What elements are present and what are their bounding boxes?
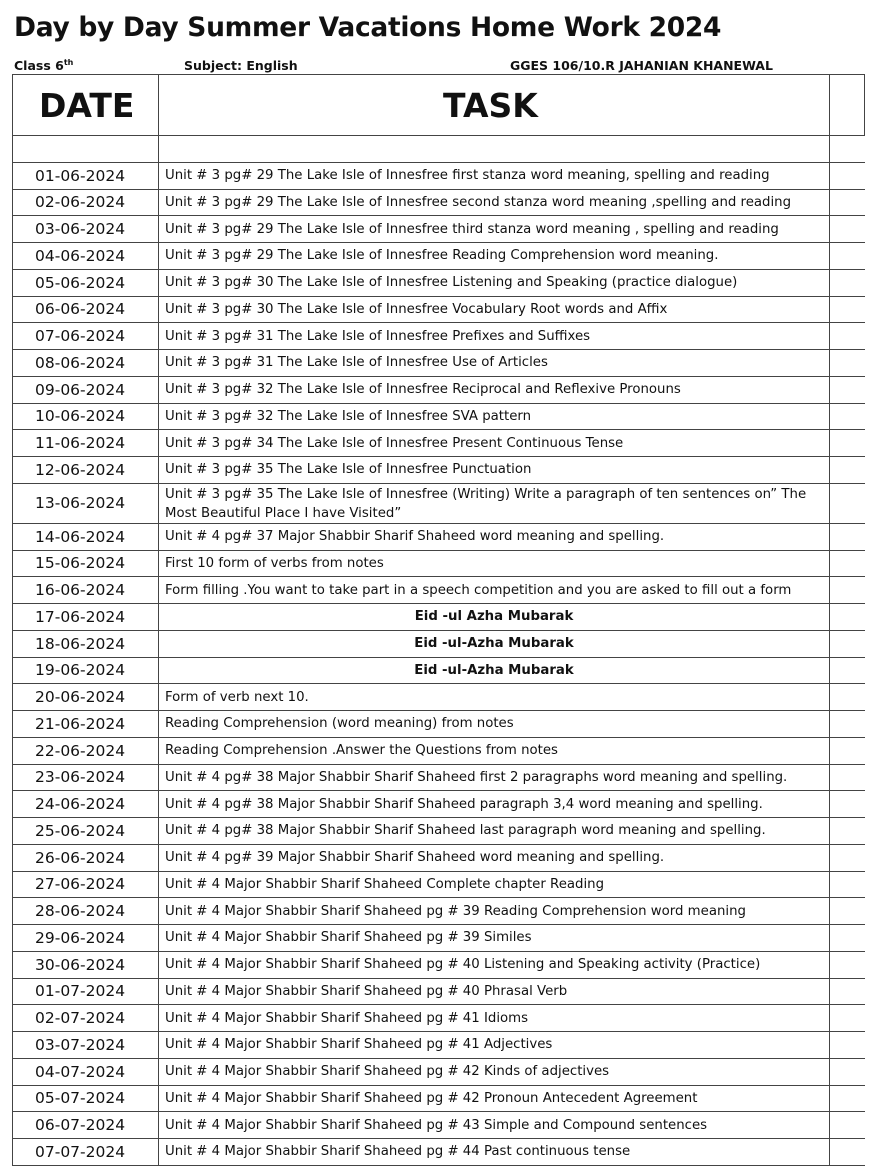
row-date: 15-06-2024 [13,550,159,577]
row-task: Unit # 3 pg# 35 The Lake Isle of Innesfree Punctuation [159,457,830,484]
row-date: 09-06-2024 [13,376,159,403]
row-date: 12-06-2024 [13,457,159,484]
row-task: Unit # 4 Major Shabbir Sharif Shaheed pg # 43 Simple and Compound sentences [159,1112,830,1139]
row-task: First 10 form of verbs from notes [159,550,830,577]
row-date: 25-06-2024 [13,818,159,845]
row-task: Unit # 4 Major Shabbir Sharif Shaheed pg # 41 Idioms [159,1005,830,1032]
row-task: Unit # 4 pg# 38 Major Shabbir Sharif Shaheed last paragraph word meaning and spelling. [159,818,830,845]
table-row [13,1085,865,1112]
row-extra-cell [830,243,865,270]
table-row [13,523,865,550]
table-row [13,844,865,871]
row-extra-cell [830,951,865,978]
table-row [13,189,865,216]
row-extra-cell [830,871,865,898]
row-extra-cell [830,189,865,216]
row-date: 14-06-2024 [13,523,159,550]
row-extra-cell [830,630,865,657]
table-row [13,296,865,323]
page-title: Day by Day Summer Vacations Home Work 2024 [14,12,722,43]
row-extra-cell [830,711,865,738]
table-row [13,162,865,189]
row-task: Eid -ul-Azha Mubarak [159,657,830,684]
row-extra-cell [830,925,865,952]
row-date: 18-06-2024 [13,630,159,657]
row-date: 06-07-2024 [13,1112,159,1139]
row-task: Unit # 4 Major Shabbir Sharif Shaheed pg # 40 Phrasal Verb [159,978,830,1005]
table-row [13,1139,865,1166]
row-task: Unit # 4 Major Shabbir Sharif Shaheed pg # 41 Adjectives [159,1032,830,1059]
table-row [13,403,865,430]
row-task: Unit # 4 Major Shabbir Sharif Shaheed pg # 42 Kinds of adjectives [159,1058,830,1085]
row-extra-cell [830,684,865,711]
row-task: Form filling .You want to take part in a speech competition and you are asked to fill out a form [159,577,830,604]
row-extra-cell [830,1112,865,1139]
row-task: Unit # 4 Major Shabbir Sharif Shaheed pg # 42 Pronoun Antecedent Agreement [159,1085,830,1112]
row-date: 29-06-2024 [13,925,159,952]
row-extra-cell [830,403,865,430]
row-task: Unit # 4 Major Shabbir Sharif Shaheed Complete chapter Reading [159,871,830,898]
row-date: 20-06-2024 [13,684,159,711]
row-date: 22-06-2024 [13,737,159,764]
table-row [13,1005,865,1032]
row-task: Unit # 3 pg# 29 The Lake Isle of Innesfree second stanza word meaning ,spelling and reading [159,189,830,216]
row-date: 04-07-2024 [13,1058,159,1085]
row-task: Unit # 4 Major Shabbir Sharif Shaheed pg # 44 Past continuous tense [159,1139,830,1166]
row-date: 01-07-2024 [13,978,159,1005]
row-date: 07-07-2024 [13,1139,159,1166]
row-extra-cell [830,657,865,684]
class-label [14,58,73,73]
row-task: Unit # 3 pg# 34 The Lake Isle of Innesfree Present Continuous Tense [159,430,830,457]
row-date: 05-06-2024 [13,269,159,296]
homework-table [12,74,865,1166]
row-task: Unit # 3 pg# 29 The Lake Isle of Innesfree first stanza word meaning, spelling and reading [159,162,830,189]
class-suffix: th [63,58,74,67]
row-task: Unit # 4 pg# 38 Major Shabbir Sharif Shaheed first 2 paragraphs word meaning and spelling. [159,764,830,791]
table-row [13,1032,865,1059]
table-row [13,550,865,577]
row-date: 26-06-2024 [13,844,159,871]
row-extra-cell [830,296,865,323]
row-extra-cell [830,350,865,377]
row-task: Unit # 3 pg# 32 The Lake Isle of Innesfree SVA pattern [159,403,830,430]
row-extra-cell [830,523,865,550]
row-task: Unit # 4 pg# 39 Major Shabbir Sharif Shaheed word meaning and spelling. [159,844,830,871]
row-date: 02-07-2024 [13,1005,159,1032]
row-date: 10-06-2024 [13,403,159,430]
class-text: Class 6 [14,58,64,74]
extra-column-header [830,75,865,136]
table-row [13,483,865,523]
row-date: 03-07-2024 [13,1032,159,1059]
row-extra-cell [830,376,865,403]
table-row [13,818,865,845]
row-extra-cell [830,978,865,1005]
table-row [13,577,865,604]
row-extra-cell [830,1139,865,1166]
row-extra-cell [830,604,865,631]
row-task: Unit # 3 pg# 31 The Lake Isle of Innesfree Prefixes and Suffixes [159,323,830,350]
row-extra-cell [830,483,865,523]
row-task: Unit # 3 pg# 30 The Lake Isle of Innesfree Listening and Speaking (practice dialogue) [159,269,830,296]
row-extra-cell [830,1085,865,1112]
row-extra-cell [830,323,865,350]
table-row [13,711,865,738]
row-task: Unit # 4 Major Shabbir Sharif Shaheed pg # 40 Listening and Speaking activity (Practice) [159,951,830,978]
row-date: 23-06-2024 [13,764,159,791]
row-task: Unit # 3 pg# 30 The Lake Isle of Innesfree Vocabulary Root words and Affix [159,296,830,323]
table-row [13,350,865,377]
row-date: 05-07-2024 [13,1085,159,1112]
row-date: 11-06-2024 [13,430,159,457]
row-date: 01-06-2024 [13,162,159,189]
row-date: 07-06-2024 [13,323,159,350]
table-body [13,136,865,1166]
table-row [13,1112,865,1139]
row-extra-cell [830,898,865,925]
table-row [13,657,865,684]
row-task: Unit # 3 pg# 32 The Lake Isle of Innesfree Reciprocal and Reflexive Pronouns [159,376,830,403]
row-task: Unit # 3 pg# 29 The Lake Isle of Innesfree third stanza word meaning , spelling and reading [159,216,830,243]
table-row [13,1058,865,1085]
row-task: Eid -ul-Azha Mubarak [159,630,830,657]
table-row [13,604,865,631]
spacer-row [13,136,865,163]
row-task: Reading Comprehension (word meaning) from notes [159,711,830,738]
table-row [13,269,865,296]
row-task: Unit # 4 pg# 38 Major Shabbir Sharif Shaheed paragraph 3,4 word meaning and spelling. [159,791,830,818]
row-date: 21-06-2024 [13,711,159,738]
table-row [13,323,865,350]
table-header-row [13,75,865,136]
row-extra-cell [830,457,865,484]
table-row [13,871,865,898]
row-extra-cell [830,737,865,764]
table-row [13,925,865,952]
row-task: Unit # 4 Major Shabbir Sharif Shaheed pg # 39 Similes [159,925,830,952]
row-extra-cell [830,162,865,189]
task-column-header: TASK [159,75,830,136]
table-row [13,684,865,711]
row-extra-cell [830,577,865,604]
subject-label: Subject: English [184,58,298,73]
row-task: Eid -ul Azha Mubarak [159,604,830,631]
row-extra-cell [830,550,865,577]
row-task: Unit # 4 pg# 37 Major Shabbir Sharif Shaheed word meaning and spelling. [159,523,830,550]
row-date: 24-06-2024 [13,791,159,818]
row-extra-cell [830,818,865,845]
row-date: 02-06-2024 [13,189,159,216]
row-extra-cell [830,844,865,871]
row-date: 30-06-2024 [13,951,159,978]
table-row [13,737,865,764]
row-task: Unit # 3 pg# 35 The Lake Isle of Innesfree (Writing) Write a paragraph of ten sentences on” The Most Beautiful Place I have Visited” [159,483,830,523]
row-extra-cell [830,269,865,296]
row-date: 03-06-2024 [13,216,159,243]
row-date: 08-06-2024 [13,350,159,377]
row-date: 04-06-2024 [13,243,159,270]
row-date: 27-06-2024 [13,871,159,898]
table-row [13,978,865,1005]
row-task: Reading Comprehension .Answer the Questions from notes [159,737,830,764]
row-date: 06-06-2024 [13,296,159,323]
table-row [13,243,865,270]
row-task: Unit # 3 pg# 29 The Lake Isle of Innesfree Reading Comprehension word meaning. [159,243,830,270]
row-date: 17-06-2024 [13,604,159,631]
row-extra-cell [830,1005,865,1032]
row-task: Unit # 3 pg# 31 The Lake Isle of Innesfree Use of Articles [159,350,830,377]
date-column-header: DATE [13,75,159,136]
table-row [13,898,865,925]
row-extra-cell [830,764,865,791]
row-extra-cell [830,1032,865,1059]
table-row [13,630,865,657]
row-extra-cell [830,791,865,818]
table-row [13,457,865,484]
school-label: GGES 106/10.R JAHANIAN KHANEWAL [510,58,773,73]
row-task: Unit # 4 Major Shabbir Sharif Shaheed pg # 39 Reading Comprehension word meaning [159,898,830,925]
row-date: 28-06-2024 [13,898,159,925]
table-row [13,951,865,978]
table-row [13,791,865,818]
table-row [13,216,865,243]
row-date: 13-06-2024 [13,483,159,523]
row-task: Form of verb next 10. [159,684,830,711]
row-date: 19-06-2024 [13,657,159,684]
table-row [13,430,865,457]
row-extra-cell [830,430,865,457]
table-row [13,764,865,791]
row-extra-cell [830,1058,865,1085]
row-date: 16-06-2024 [13,577,159,604]
row-extra-cell [830,216,865,243]
table-row [13,376,865,403]
